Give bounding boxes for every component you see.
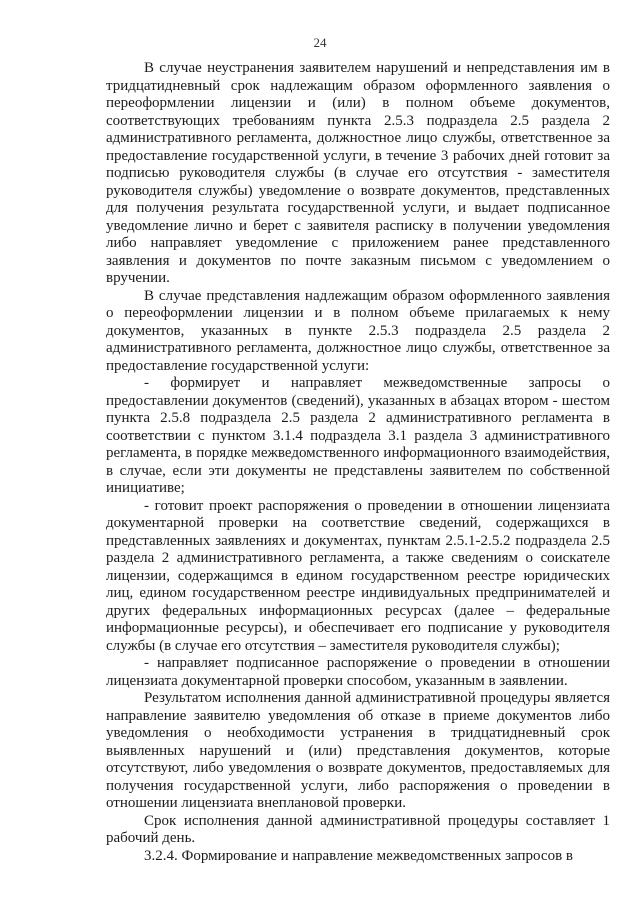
paragraph-procedure-result: Результатом исполнения данной административной процедуры является направление заявителю уведомления об отказе в приеме документов либо уведомления о необходимости устранения в тридцатидневный срок выявленных нарушений и (или) представления документов, которые отсутствуют, либо уведомления о возврате документов, предоставляемых для получения государственной услуги, либо распоряжения о проведении в отношении лицензиата внеплановой проверки.: [106, 690, 610, 811]
list-item-draft-order: - готовит проект распоряжения о проведении в отношении лицензиата документарной проверки на соответствие сведений, содержащихся в представленных заявлениях и документах, пунктам 2.5.1-2.5.2 подраздела 2.5 раздела 2 административного регламента, а также сведениям о соискателе лицензии, содержащимся в едином государственном реестре юридических лиц, едином государственном реестре индивидуальных предпринимателей и других федеральных информационных ресурсах (далее – федеральные информационные ресурсы), и обеспечивает его подписание у руководителя службы (в случае его отсутствия – заместителя руководителя службы);: [106, 497, 610, 654]
list-item-send-order: - направляет подписанное распоряжение о проведении в отношении лицензиата документарной проверки способом, указанным в заявлении.: [106, 655, 610, 689]
section-heading-3-2-4: 3.2.4. Формирование и направление межведомственных запросов в: [144, 847, 574, 864]
paragraph-return-of-documents: В случае неустранения заявителем нарушений и непредставления им в тридцатидневный срок надлежащим образом оформленного заявления о переоформлении лицензии и (или) в полном объеме документов, соответствующих требованиям пункта 2.5.3 подраздела 2.5 раздела 2 административного регламента, должностное лицо службы, ответственное за предоставление государственной услуги, в течение 3 рабочих дней готовит за подписью руководителя службы (в случае его отсутствия - заместителя руководителя службы) уведомление о возврате документов, представленных для получения результата государственной услуги, и выдает подписанное уведомление лично и берет с заявителя расписку в получении уведомления либо направляет уведомление с приложением ранее представленного заявления и документов по почте заказным письмом с уведомлением о вручении.: [106, 60, 610, 286]
page-number: 24: [313, 35, 327, 50]
document-body: [106, 60, 610, 865]
paragraph-procedure-duration: Срок исполнения данной административной процедуры составляет 1 рабочий день.: [106, 812, 610, 846]
paragraph-proper-application: В случае представления надлежащим образом оформленного заявления о переоформлении лицензии и в полном объеме прилагаемых к нему документов, указанных в пункте 2.5.3 подраздела 2.5 раздела 2 административного регламента, должностное лицо службы, ответственное за предоставление государственной услуги:: [106, 287, 610, 374]
list-item-interagency-requests: - формирует и направляет межведомственные запросы о предоставлении документов (сведений), указанных в абзацах втором - шестом пункта 2.5.8 подраздела 2.5 раздела 2 административного регламента в соответствии с пунктом 3.1.4 подраздела 3.1 раздела 3 административного регламента, в порядке межведомственного информационного взаимодействия, в случае, если эти документы не представлены заявителем по собственной инициативе;: [106, 375, 610, 496]
